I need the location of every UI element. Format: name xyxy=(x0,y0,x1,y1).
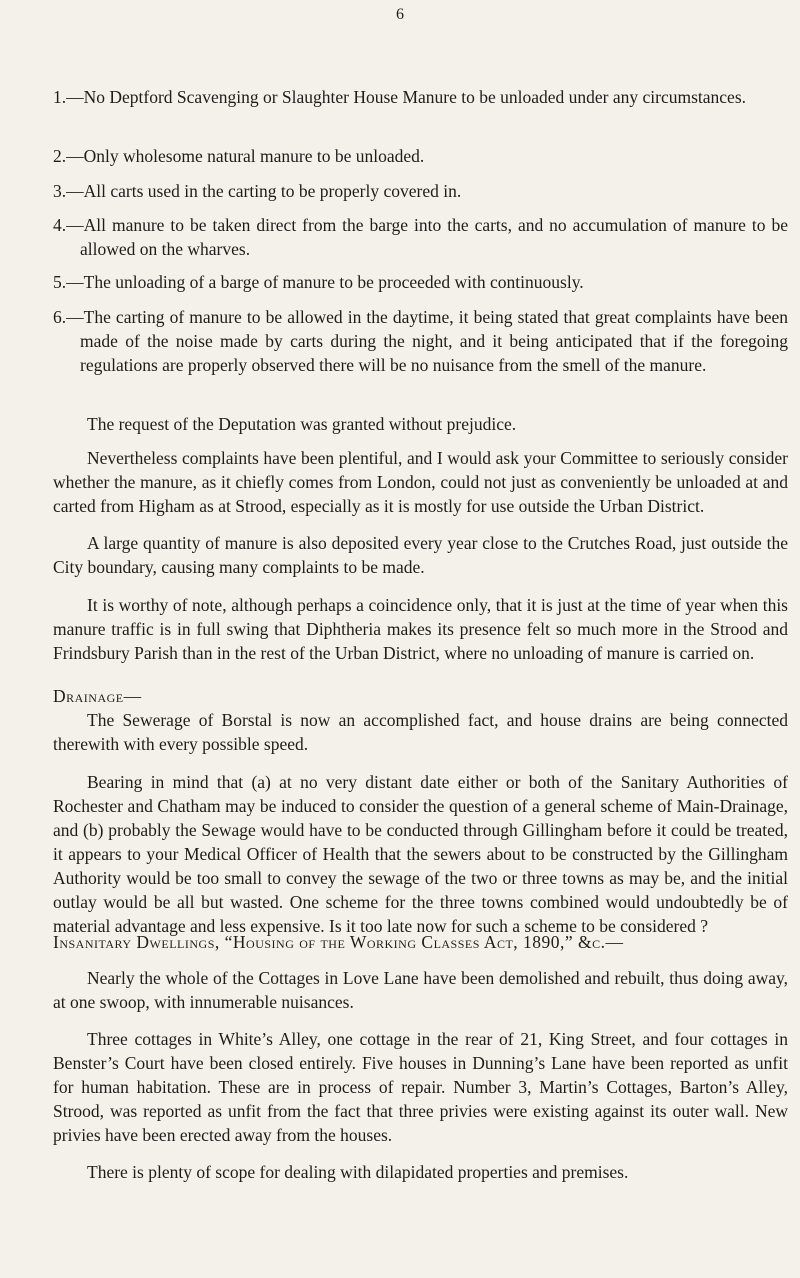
diphtheria-paragraph: It is worthy of note, although perhaps a coincidence only, that it is just at the time of year when this manure traffic is in full swing that Diphtheria makes its presence felt so much more in the Strood and Frindsbury Parish than in the rest of the Urban District, where no unloading of manure is carried on. xyxy=(53,595,788,663)
regulation-4: 4.—All manure to be taken direct from the barge into the carts, and no accumulation of manure to be allowed on the wharves. xyxy=(53,215,788,259)
request-paragraph: The request of the Deputation was granted without prejudice. xyxy=(87,414,517,434)
crutches-road-paragraph: A large quantity of manure is also deposited every year close to the Crutches Road, just outside the City boundary, causing many complaints to be made. xyxy=(53,533,788,577)
love-lane-paragraph: Nearly the whole of the Cottages in Love Lane have been demolished and rebuilt, thus doing away, at one swoop, with innumerable nuisances. xyxy=(53,968,788,1012)
main-drainage-paragraph: Bearing in mind that (a) at no very distant date either or both of the Sanitary Authorities of Rochester and Chatham may be induced to consider the question of a general scheme of Main-Drainage, and (b) probably the Sewage would have to be conducted through Gillingham before it could be treated, it appears to your Medical Officer of Health that the sewers about to be constructed by the Gillingham Authority would be too small to convey the sewage of the two or three towns as may be, and the initial outlay would be all but wasted. One scheme for the three towns combined would undoubtedly be of material advantage and less expensive. Is it too late now for such a scheme to be considered ? xyxy=(53,772,788,936)
drainage-paragraph: The Sewerage of Borstal is now an accomplished fact, and house drains are being connected therewith with every possible speed. xyxy=(53,710,788,754)
regulation-3: 3.—All carts used in the carting to be properly covered in. xyxy=(53,181,462,201)
cottages-paragraph: Three cottages in White’s Alley, one cottage in the rear of 21, King Street, and four cottages in Benster’s Court have been closed entirely. Five houses in Dunning’s Lane have been reported as unfit for human habitation. These are in process of repair. Number 3, Martin’s Cottages, Barton’s Alley, Strood, was reported as unfit from the fact that three privies were existing against its outer wall. New privies have been erected away from the houses. xyxy=(53,1029,788,1145)
regulation-1: 1.—No Deptford Scavenging or Slaughter House Manure to be unloaded under any circumstances. xyxy=(53,87,747,107)
scope-paragraph: There is plenty of scope for dealing with dilapidated properties and premises. xyxy=(87,1162,629,1182)
page-number: 6 xyxy=(396,6,404,23)
regulation-5: 5.—The unloading of a barge of manure to be proceeded with continuously. xyxy=(53,272,584,292)
regulation-6: 6.—The carting of manure to be allowed in the daytime, it being stated that great complaints have been made of the noise made by carts during the night, and it being anticipated that if the foregoing regulations are properly observed there will be no nuisance from the smell of the manure. xyxy=(53,307,788,375)
insanitary-dwellings-heading: Insanitary Dwellings, “Housing of the Working Classes Act, 1890,” &c.— xyxy=(53,932,624,952)
drainage-heading: Drainage— xyxy=(53,686,142,706)
regulation-2: 2.—Only wholesome natural manure to be unloaded. xyxy=(53,146,425,166)
nevertheless-paragraph: Nevertheless complaints have been plentiful, and I would ask your Committee to seriously consider whether the manure, as it chiefly comes from London, could not just as conveniently be unloaded at and carted from Higham as at Strood, especially as it is mostly for use outside the Urban District. xyxy=(53,448,788,516)
